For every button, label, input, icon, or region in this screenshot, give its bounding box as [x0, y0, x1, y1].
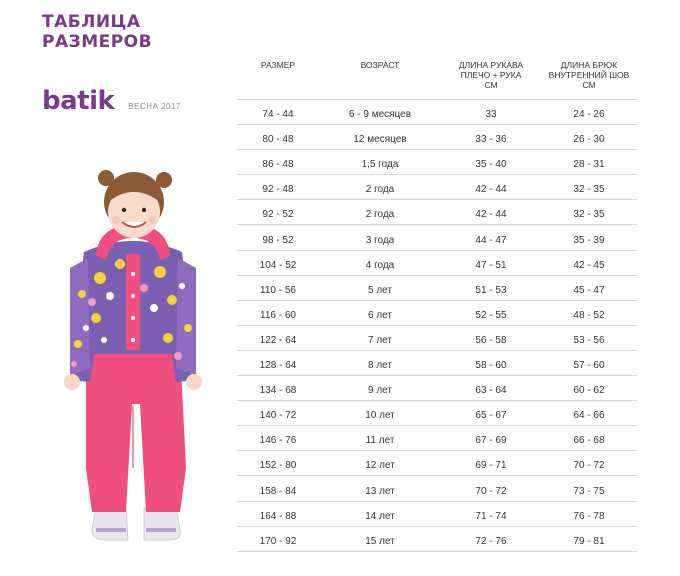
cell-age: 7 лет — [368, 334, 392, 346]
cell-sleeve-length: 33 - 36 — [475, 134, 507, 146]
cell-sleeve-length: 52 - 55 — [475, 309, 507, 321]
table-row — [237, 125, 637, 150]
cell-trouser-length: 57 - 60 — [573, 360, 605, 372]
cell-size: 110 - 56 — [260, 284, 296, 296]
cell-age: 2 года — [365, 184, 395, 196]
cell-trouser-length: 24 - 26 — [573, 109, 605, 121]
cell-trouser-length: 28 - 31 — [573, 159, 605, 171]
page-title — [42, 12, 152, 52]
cell-sleeve-length: 65 - 67 — [475, 410, 507, 422]
cell-age: 8 лет — [368, 360, 392, 372]
title-line-2: РАЗМЕРОВ — [42, 32, 153, 52]
cell-age: 15 лет — [365, 535, 395, 547]
cell-age: 3 года — [365, 234, 395, 246]
cell-age: 10 лет — [365, 410, 395, 422]
cell-size: 134 - 68 — [259, 385, 297, 397]
size-table — [237, 56, 637, 552]
cell-trouser-length: 66 - 68 — [573, 435, 605, 447]
cell-age: 14 лет — [365, 510, 395, 522]
cell-size: 146 - 76 — [259, 435, 297, 447]
cell-size: 140 - 72 — [259, 410, 297, 422]
cell-size: 122 - 64 — [259, 334, 297, 346]
cell-age: 6 лет — [368, 309, 392, 321]
cell-trouser-length: 32 - 35 — [573, 209, 605, 221]
cell-sleeve-length: 44 - 47 — [475, 234, 507, 246]
size-table-body — [237, 100, 637, 552]
cell-size: 86 - 48 — [262, 159, 294, 171]
size-table-header — [237, 56, 637, 100]
table-row — [237, 527, 637, 552]
table-row — [237, 451, 637, 476]
cell-sleeve-length: 63 - 64 — [475, 385, 507, 397]
cell-sleeve-length: 33 — [485, 109, 497, 121]
cell-size: 116 - 60 — [260, 309, 296, 321]
cell-trouser-length: 60 - 62 — [573, 385, 605, 397]
cell-size: 80 - 48 — [262, 134, 294, 146]
cell-age: 2 года — [365, 209, 395, 221]
header-size: РАЗМЕР — [260, 60, 296, 70]
table-row — [237, 376, 637, 401]
table-row — [237, 502, 637, 527]
cell-trouser-length: 42 - 45 — [573, 259, 605, 271]
header-age: ВОЗРАСТ — [360, 60, 400, 70]
cell-size: 164 - 88 — [259, 510, 297, 522]
table-row — [237, 426, 637, 451]
table-row — [237, 150, 637, 175]
cell-sleeve-length: 47 - 51 — [475, 259, 507, 271]
brand — [42, 86, 181, 116]
header-sleeve-length: ДЛИНА РУКАВА ПЛЕЧО + РУКА СМ — [458, 60, 524, 90]
brand-logo: batik — [42, 86, 115, 116]
cell-sleeve-length: 42 - 44 — [475, 209, 507, 221]
cell-age: 1,5 года — [361, 159, 399, 171]
cell-age: 13 лет — [365, 485, 395, 497]
cell-trouser-length: 45 - 47 — [573, 284, 605, 296]
cell-sleeve-length: 42 - 44 — [475, 184, 507, 196]
table-row — [237, 301, 637, 326]
cell-trouser-length: 79 - 81 — [573, 535, 605, 547]
cell-sleeve-length: 56 - 58 — [475, 334, 507, 346]
table-row — [237, 476, 637, 501]
cell-age: 4 года — [365, 259, 395, 271]
cell-sleeve-length: 51 - 53 — [475, 284, 507, 296]
cell-trouser-length: 64 - 66 — [573, 410, 605, 422]
table-row — [237, 225, 637, 250]
cell-age: 12 лет — [365, 460, 395, 472]
cell-size: 152 - 80 — [259, 460, 297, 472]
child-in-jumpsuit-illustration — [48, 168, 218, 552]
title-line-1: ТАБЛИЦА — [42, 12, 141, 32]
table-row — [237, 326, 637, 351]
cell-trouser-length: 53 - 56 — [573, 334, 605, 346]
cell-sleeve-length: 67 - 69 — [475, 435, 507, 447]
cell-size: 92 - 48 — [262, 184, 294, 196]
cell-sleeve-length: 71 - 74 — [475, 510, 507, 522]
cell-trouser-length: 26 - 30 — [573, 134, 605, 146]
table-row — [237, 276, 637, 301]
cell-trouser-length: 32 - 35 — [573, 184, 605, 196]
cell-age: 5 лет — [368, 284, 392, 296]
cell-age: 6 - 9 месяцев — [348, 109, 412, 121]
cell-sleeve-length: 35 - 40 — [475, 159, 507, 171]
cell-size: 98 - 52 — [262, 234, 294, 246]
cell-size: 104 - 52 — [259, 259, 297, 271]
header-trouser-length: ДЛИНА БРЮК ВНУТРЕННИЙ ШОВ СМ — [548, 60, 630, 90]
table-row — [237, 175, 637, 200]
cell-size: 74 - 44 — [262, 109, 294, 121]
cell-sleeve-length: 69 - 71 — [475, 460, 507, 472]
cell-size: 92 - 52 — [262, 209, 294, 221]
table-row — [237, 200, 637, 225]
cell-size: 170 - 92 — [259, 535, 297, 547]
cell-trouser-length: 70 - 72 — [573, 460, 605, 472]
table-row — [237, 251, 637, 276]
cell-size: 158 - 84 — [259, 485, 297, 497]
cell-age: 9 лет — [368, 385, 392, 397]
season-label: ВЕСНА 2017 — [128, 102, 181, 111]
cell-trouser-length: 73 - 75 — [573, 485, 605, 497]
table-row — [237, 351, 637, 376]
table-row — [237, 401, 637, 426]
cell-trouser-length: 48 - 52 — [573, 309, 605, 321]
cell-sleeve-length: 58 - 60 — [475, 360, 507, 372]
cell-trouser-length: 76 - 78 — [573, 510, 605, 522]
table-row — [237, 100, 637, 125]
cell-size: 128 - 64 — [259, 360, 297, 372]
cell-sleeve-length: 70 - 72 — [475, 485, 507, 497]
cell-age: 11 лет — [365, 435, 395, 447]
cell-age: 12 месяцев — [353, 134, 407, 146]
cell-sleeve-length: 72 - 76 — [475, 535, 507, 547]
cell-trouser-length: 35 - 39 — [573, 234, 605, 246]
